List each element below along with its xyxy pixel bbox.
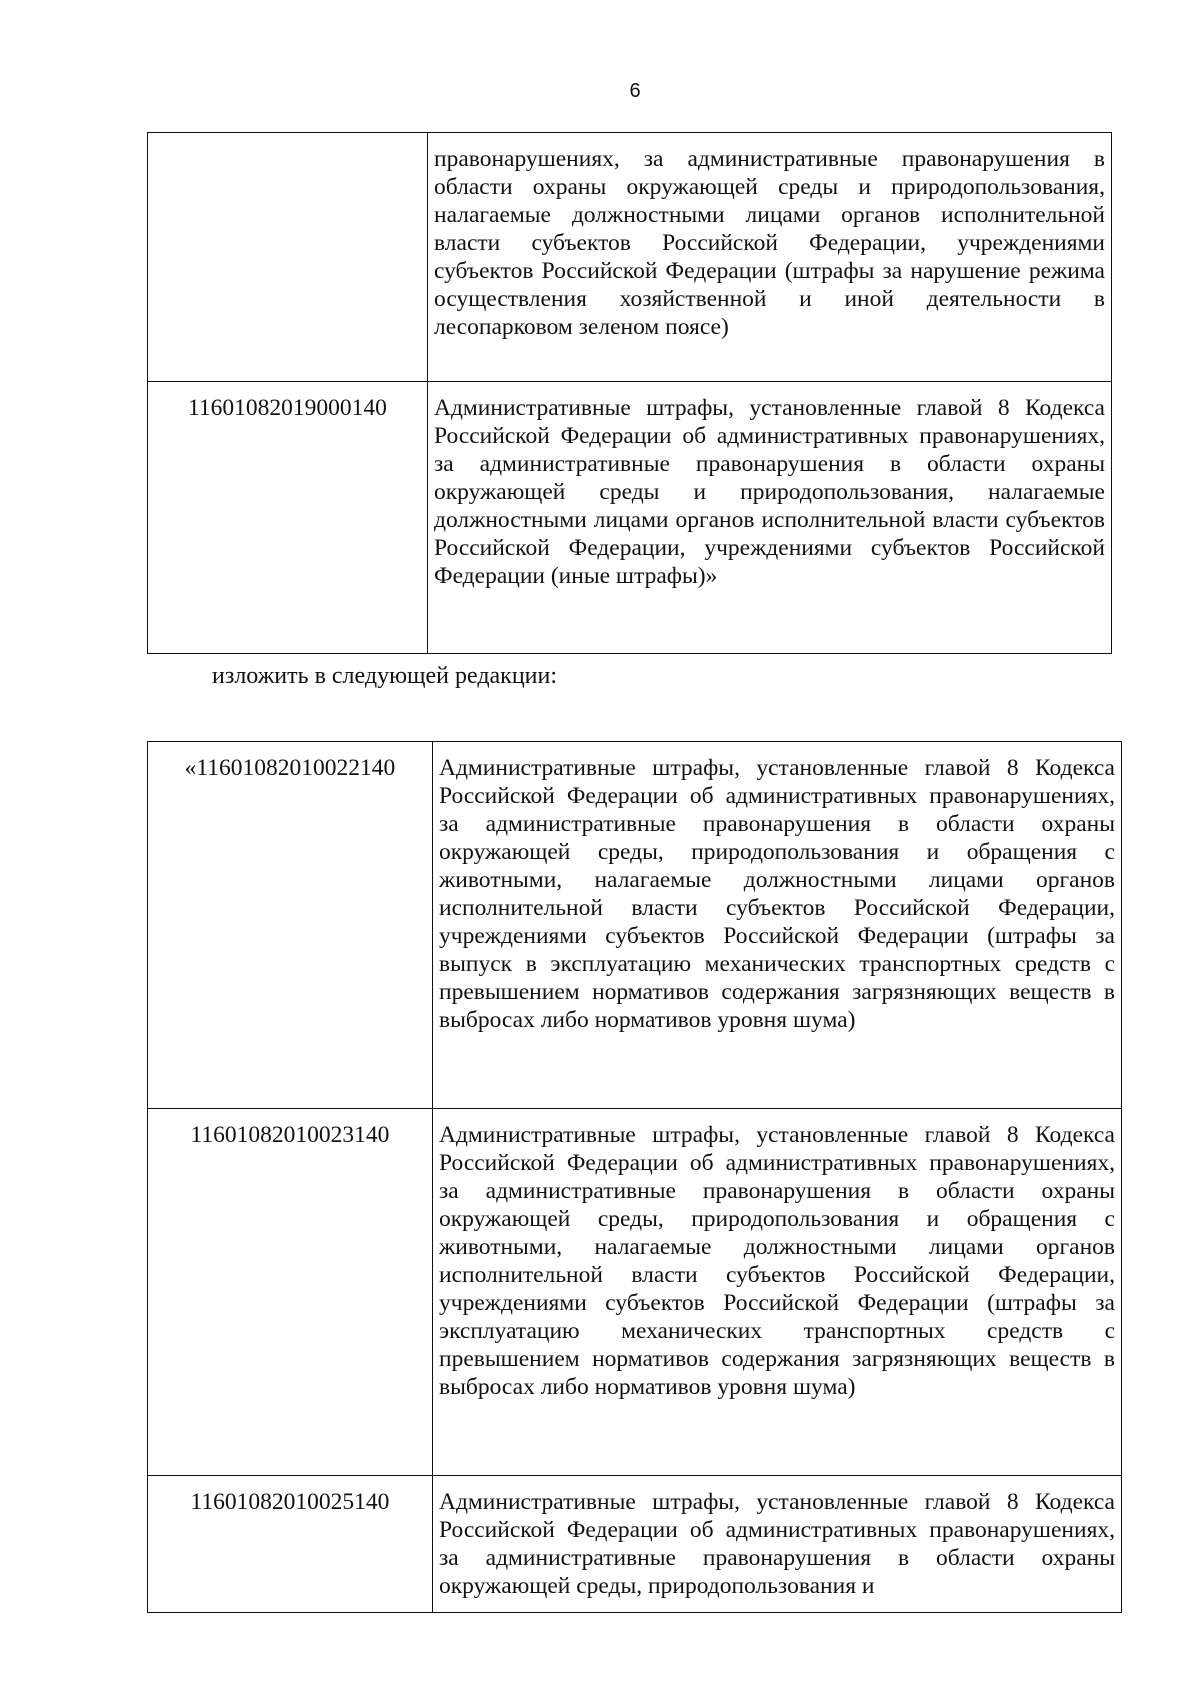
table-row (148, 742, 1122, 1109)
code-cell: 11601082010025140 (148, 1476, 433, 1613)
description-cell: Административные штрафы, установленные главой 8 Кодекса Российской Федерации об административных правонарушениях, за административные правонарушения в области охраны окружающей среды, природопользования и обращения с животными, налагаемые должностными лицами органов исполнительной власти субъектов Российской Федерации, учреждениями субъектов Российской Федерации (штрафы за эксплуатацию механических транспортных средств с превышением нормативов содержания загрязняющих веществ в выбросах либо нормативов уровня шума) (433, 1109, 1122, 1476)
intro-text: изложить в следующей редакции: (212, 663, 558, 689)
table-row (148, 1109, 1122, 1476)
code-cell: «11601082010022140 (148, 742, 433, 1109)
code-cell (148, 133, 428, 382)
page-number: 6 (629, 80, 641, 102)
code-cell: 11601082010023140 (148, 1109, 433, 1476)
table-row (148, 382, 1112, 654)
codes-table-after (147, 741, 1122, 1613)
description-cell: правонарушениях, за административные правонарушения в области охраны окружающей среды и природопользования, налагаемые должностными лицами органов исполнительной власти субъектов Российской Федерации, учреждениями субъектов Российской Федерации (штрафы за нарушение режима осуществления хозяйственной и иной деятельности в лесопарковом зеленом поясе) (428, 133, 1112, 382)
description-cell: Административные штрафы, установленные главой 8 Кодекса Российской Федерации об административных правонарушениях, за административные правонарушения в области охраны окружающей среды, природопользования и обращения с животными, налагаемые должностными лицами органов исполнительной власти субъектов Российской Федерации, учреждениями субъектов Российской Федерации (штрафы за выпуск в эксплуатацию механических транспортных средств с превышением нормативов содержания загрязняющих веществ в выбросах либо нормативов уровня шума) (433, 742, 1122, 1109)
table-row (148, 133, 1112, 382)
table-row (148, 1476, 1122, 1613)
codes-table-before (147, 132, 1112, 654)
description-cell: Административные штрафы, установленные главой 8 Кодекса Российской Федерации об административных правонарушениях, за административные правонарушения в области охраны окружающей среды, природопользования и (433, 1476, 1122, 1613)
code-cell: 11601082019000140 (148, 382, 428, 654)
description-cell: Административные штрафы, установленные главой 8 Кодекса Российской Федерации об административных правонарушениях, за административные правонарушения в области охраны окружающей среды и природопользования, налагаемые должностными лицами органов исполнительной власти субъектов Российской Федерации, учреждениями субъектов Российской Федерации (иные штрафы)» (428, 382, 1112, 654)
